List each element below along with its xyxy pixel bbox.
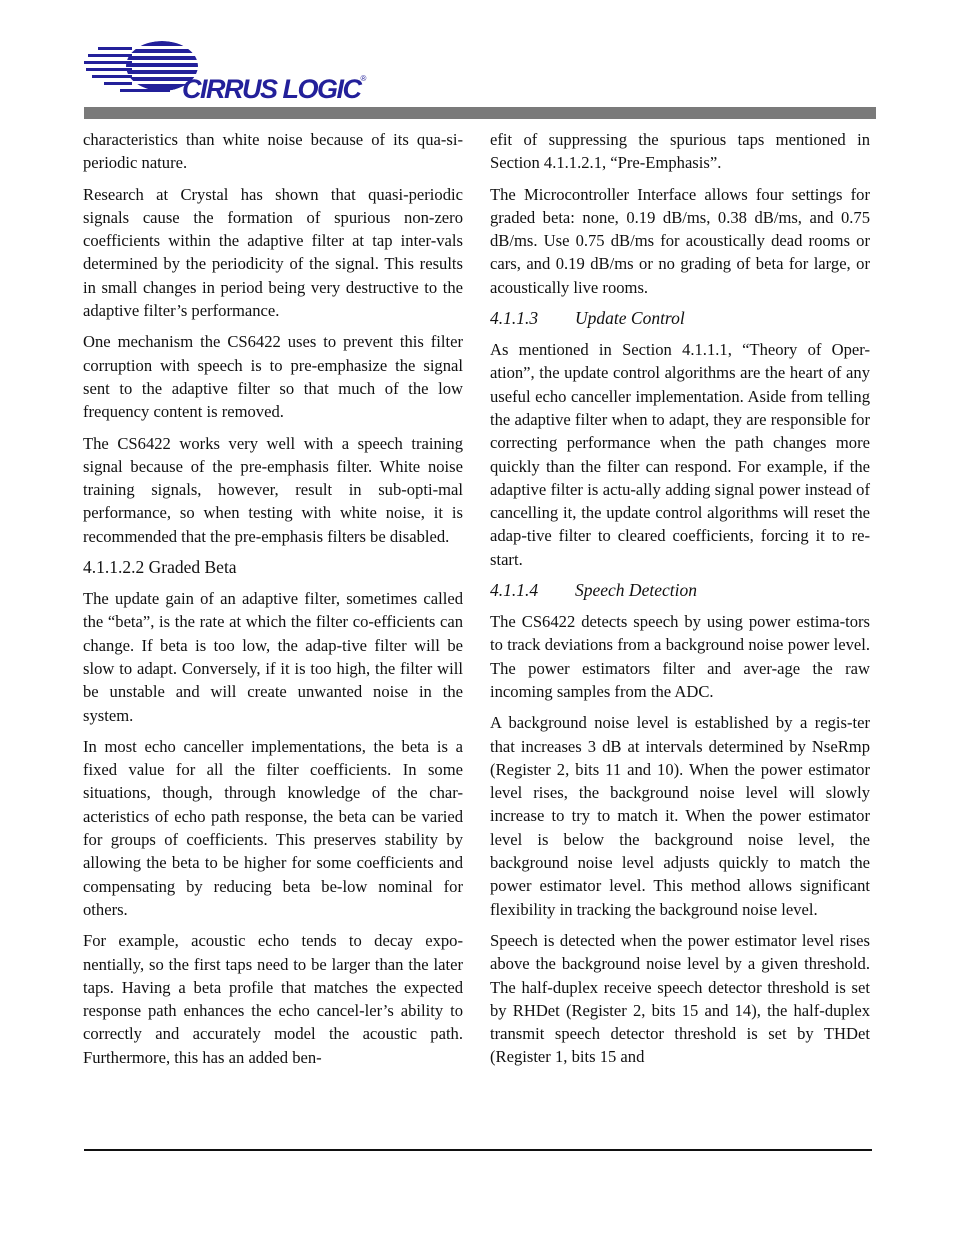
left-column	[83, 128, 463, 1077]
section-title: Speech Detection	[575, 580, 697, 601]
paragraph: Research at Crystal has shown that quasi-periodic signals cause the formation of spurious non-zero coefficients within the adaptive filter at tap inter-vals determined by the periodicity of the signal. This results in small changes in period being very destructive to the adaptive filter’s performance.	[83, 184, 463, 321]
section-heading-graded-beta: 4.1.1.2.2 Graded Beta	[83, 557, 237, 578]
cirrus-logic-logo	[84, 38, 374, 108]
paragraph: efit of suppressing the spurious taps mentioned in Section 4.1.1.2.1, “Pre-Emphasis”.	[490, 130, 870, 173]
footer-rule	[84, 1149, 872, 1151]
section-heading-update-control	[490, 307, 870, 330]
right-column	[490, 128, 870, 1077]
section-heading-speech-detection	[490, 579, 870, 602]
paragraph: characteristics than white noise because of its qua-si-periodic nature.	[83, 130, 463, 173]
paragraph: In most echo canceller implementations, the beta is a fixed value for all the filter coefficients. In some situations, though, through knowledge of the char-acteristics of echo path response, the beta can be varied for groups of coefficients. This preserves stability by allowing the beta to be higher for some coefficients and compensating by reducing beta be-low nominal for others.	[83, 736, 463, 919]
paragraph: One mechanism the CS6422 uses to prevent this filter corruption with speech is to pre-emphasize the signal sent to the adaptive filter so that much of the low frequency content is removed.	[83, 332, 463, 422]
section-title: Update Control	[575, 308, 685, 329]
paragraph: The CS6422 detects speech by using power estima-tors to track deviations from a background noise power level. The power estimators filter and aver-age the raw incoming samples from the ADC.	[490, 612, 870, 701]
section-number: 4.1.1.3	[490, 308, 539, 329]
paragraph: Speech is detected when the power estimator level rises above the background noise level by a given threshold. The half-duplex receive speech detector threshold is set by RHDet (Register 2, bits 15 and 14), the half-duplex transmit speech detector threshold is set by THDet (Register 1, bits 15 and	[490, 930, 870, 1067]
registered-mark: ®	[360, 74, 367, 83]
logo-wordmark: CIRRUS LOGIC®	[182, 74, 367, 104]
header-rule	[84, 107, 876, 119]
paragraph: The update gain of an adaptive filter, sometimes called the “beta”, is the rate at which the filter co-efficients can change. If beta is too low, the adap-tive filter will be slow to adapt. Conversely, if it is too high, the filter will be unstable and will create unwanted noise in the system.	[83, 589, 463, 725]
paragraph: As mentioned in Section 4.1.1.1, “Theory of Oper-ation”, the update control algorithms are the heart of any useful echo canceller implementation. Aside from telling the adaptive filter when to adapt, they are responsible for correcting performance when the path changes more quickly than the filter can respond. For example, if the adaptive filter is actu-ally adding signal power instead of cancelling it, the update control algorithms will reset the adap-tive filter to cleared coefficients, forcing it to re-start.	[490, 340, 870, 569]
paragraph: For example, acoustic echo tends to decay expo-nentially, so the first taps need to be larger than the later taps. Having a beta profile that matches the expected response path enhances the echo cancel-ler’s ability to correctly and accurately model the acoustic path. Furthermore, this has an added ben-	[83, 931, 463, 1067]
paragraph: The CS6422 works very well with a speech training signal because of the pre-emphasis filter. White noise training signals, however, result in sub-opti-mal performance, so when testing with white noise, it is recommended that the pre-emphasis filters be disabled.	[83, 433, 463, 546]
section-number: 4.1.1.4	[490, 580, 539, 601]
paragraph: A background noise level is established by a regis-ter that increases 3 dB at intervals determined by NseRmp (Register 2, bits 11 and 10). When the power estimator level rises, the background noise level will slowly increase to try to match it. When the power estimator level is below the background noise level, the background noise level adjusts quickly to match the power estimator level. This method allows significant flexibility in tracking the background noise level.	[490, 713, 870, 919]
paragraph: The Microcontroller Interface allows four settings for graded beta: none, 0.19 dB/ms, 0.38 dB/ms, and 0.75 dB/ms. Use 0.75 dB/ms for acoustically dead rooms or cars, and 0.19 dB/ms or no grading of beta for large, or acoustically live rooms.	[490, 184, 870, 297]
